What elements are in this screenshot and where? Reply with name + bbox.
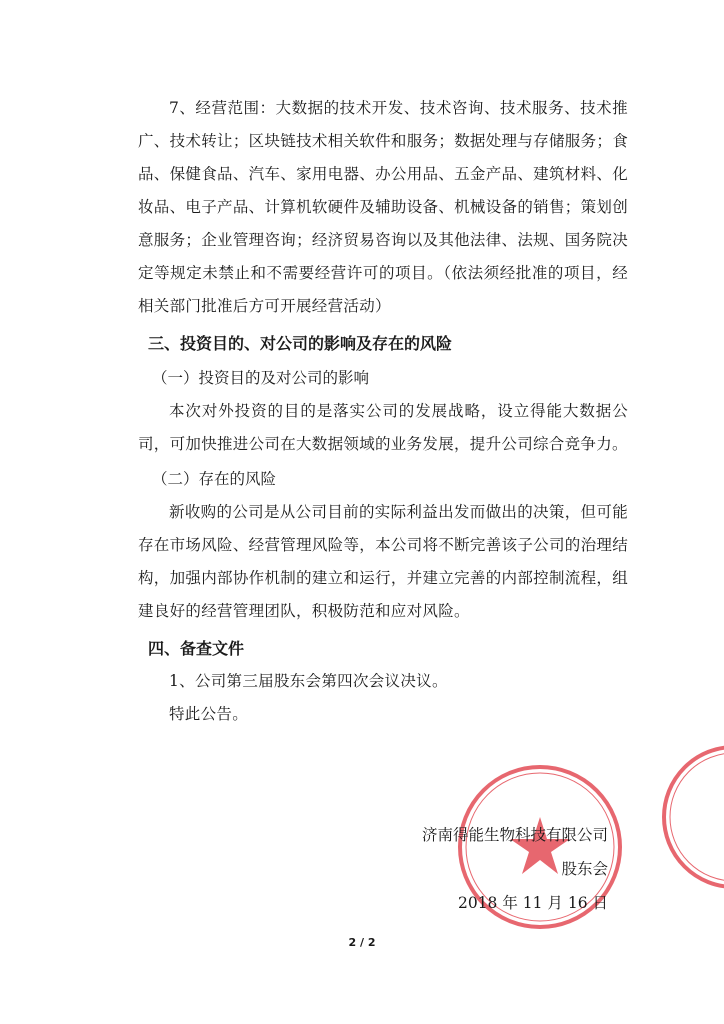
section-3-sub2-paragraph: 新收购的公司是从公司目前的实际利益出发而做出的决策，但可能存在市场风险、经营管理风险等，本公司将不断完善该子公司的治理结构，加强内部协作机制的建立和运行，并建立完善的内部控制流程，组建良好的经营管理团队，积极防范和应对风险。 xyxy=(138,503,628,620)
section-3-sub1-paragraph: 本次对外投资的目的是落实公司的发展战略，设立得能大数据公司，可加快推进公司在大数据领域的业务发展，提升公司综合竞争力。 xyxy=(138,402,628,453)
section-3-sub1-heading: （一）投资目的及对公司的影响 xyxy=(152,369,370,387)
section-4-item-1: 1、公司第三届股东会第四次会议决议。 xyxy=(169,672,448,690)
section-3-heading: 三、投资目的、对公司的影响及存在的风险 xyxy=(148,334,453,353)
document-body xyxy=(138,92,628,731)
business-scope-paragraph: 7、经营范围：大数据的技术开发、技术咨询、技术服务、技术推广、技术转让；区块链技术相关软件和服务；数据处理与存储服务；食品、保健食品、汽车、家用电器、办公用品、五金产品、建筑材料、化妆品、电子产品、计算机软硬件及辅助设备、机械设备的销售；策划创意服务；企业管理咨询；经济贸易咨询以及其他法律、法规、国务院决定等规定未禁止和不需要经营许可的项目。（依法须经批准的项目，经相关部门批准后方可开展经营活动） xyxy=(138,99,628,315)
section-4-heading: 四、备查文件 xyxy=(148,639,245,658)
company-seal-partial xyxy=(644,742,724,892)
section-3-sub2-heading: （二）存在的风险 xyxy=(152,470,277,488)
signature-date: 2018 年 11 月 16 日 xyxy=(457,894,608,912)
signature-block xyxy=(422,818,608,920)
page-number: 2 / 2 xyxy=(348,936,376,949)
signature-company: 济南得能生物科技有限公司 xyxy=(421,826,608,844)
signature-body: 股东会 xyxy=(561,860,608,878)
closing-line: 特此公告。 xyxy=(169,705,249,723)
